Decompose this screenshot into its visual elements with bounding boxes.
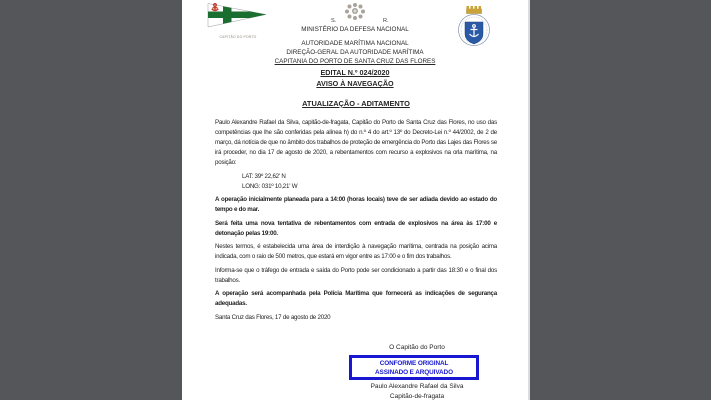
paragraph-police-escort: A operação será acompanhada pela Polícia Marítima que fornecerá as indicações de segurança adequadas. <box>215 290 497 307</box>
signer-name: Paulo Alexandre Rafael da Silva <box>370 383 464 390</box>
notice-type-title: AVISO À NAVEGAÇÃO <box>316 79 394 88</box>
captaincy-title: CAPITANIA DO PORTO DE SANTA CRUZ DAS FLORES <box>274 58 436 65</box>
section-title: ATUALIZAÇÃO - ADITAMENTO <box>302 99 410 108</box>
sr-left-label: S. <box>331 18 337 24</box>
paragraph-interdiction-area: Nestes termos, é estabelecida uma área de interdição à navegação marítima, centrada na posição acima indicada, com o raio de 500 metros, que estará em vigor entre as 17:00 e o fim dos trabalhos. <box>215 243 497 260</box>
signer-role: O Capitão do Porto <box>389 344 445 351</box>
edital-number: EDITAL N.º 024/2020 <box>320 68 390 77</box>
stamp-line-1: CONFORME ORIGINAL <box>379 359 449 367</box>
signer-rank: Capitão-de-fragata <box>389 392 445 400</box>
latitude-value: LAT: 39º 22,62' N <box>242 172 286 180</box>
conformity-stamp <box>349 355 479 380</box>
pennant-caption: CAPITÃO DO PORTO <box>219 35 257 39</box>
paragraph-postponement: A operação inicialmente planeada para a 14:00 (horas locais) teve de ser adiada devido ao estado do tempo e do mar. <box>215 196 497 213</box>
signature-block <box>312 340 522 400</box>
longitude-value: LONG: 031º 10,21' W <box>242 182 298 190</box>
republic-emblem-icon <box>341 2 369 22</box>
document-page <box>182 0 530 400</box>
notice-body <box>215 99 497 326</box>
stamp-line-2: ASSINADO E ARQUIVADO <box>375 368 453 376</box>
position-coordinates <box>242 172 497 192</box>
ministry-title: MINISTÉRIO DA DEFESA NACIONAL <box>301 26 409 33</box>
paragraph-traffic: Informa-se que o tráfego de entrada e saída do Porto pode ser condicionado a partir das 18:30 e o final dos trabalhos. <box>215 266 497 284</box>
paragraph-intro: Paulo Alexandre Rafael da Silva, capitão-de-fragata, Capitão do Porto de Santa Cruz das Flores, no uso das competências que lhe são conferidas pela alínea h) do n.º 4 do art.º 13º do Decreto-Lei n.º 44/2002, de 2 de março, dá notícia de que no âmbito dos trabalhos de proteção de emergência do Porto das Lajes das Flores se irá proceder, no dia 17 de agosto de 2020, a rebentamentos com recurso a explosivos na orla marítima, na posição: <box>215 119 497 166</box>
directorate-title: DIREÇÃO-GERAL DA AUTORIDADE MARÍTIMA <box>286 49 424 56</box>
sr-right-label: R. <box>383 18 389 24</box>
date-line: Santa Cruz das Flores, 17 de agosto de 2020 <box>215 313 331 321</box>
authority-title: AUTORIDADE MARÍTIMA NACIONAL <box>301 40 409 47</box>
paragraph-new-attempt: Será feita uma nova tentativa de rebentamentos com entrada de explosivos na área às 17:00 e detonação pelas 19:00. <box>215 219 497 237</box>
mural-crown <box>467 6 482 14</box>
